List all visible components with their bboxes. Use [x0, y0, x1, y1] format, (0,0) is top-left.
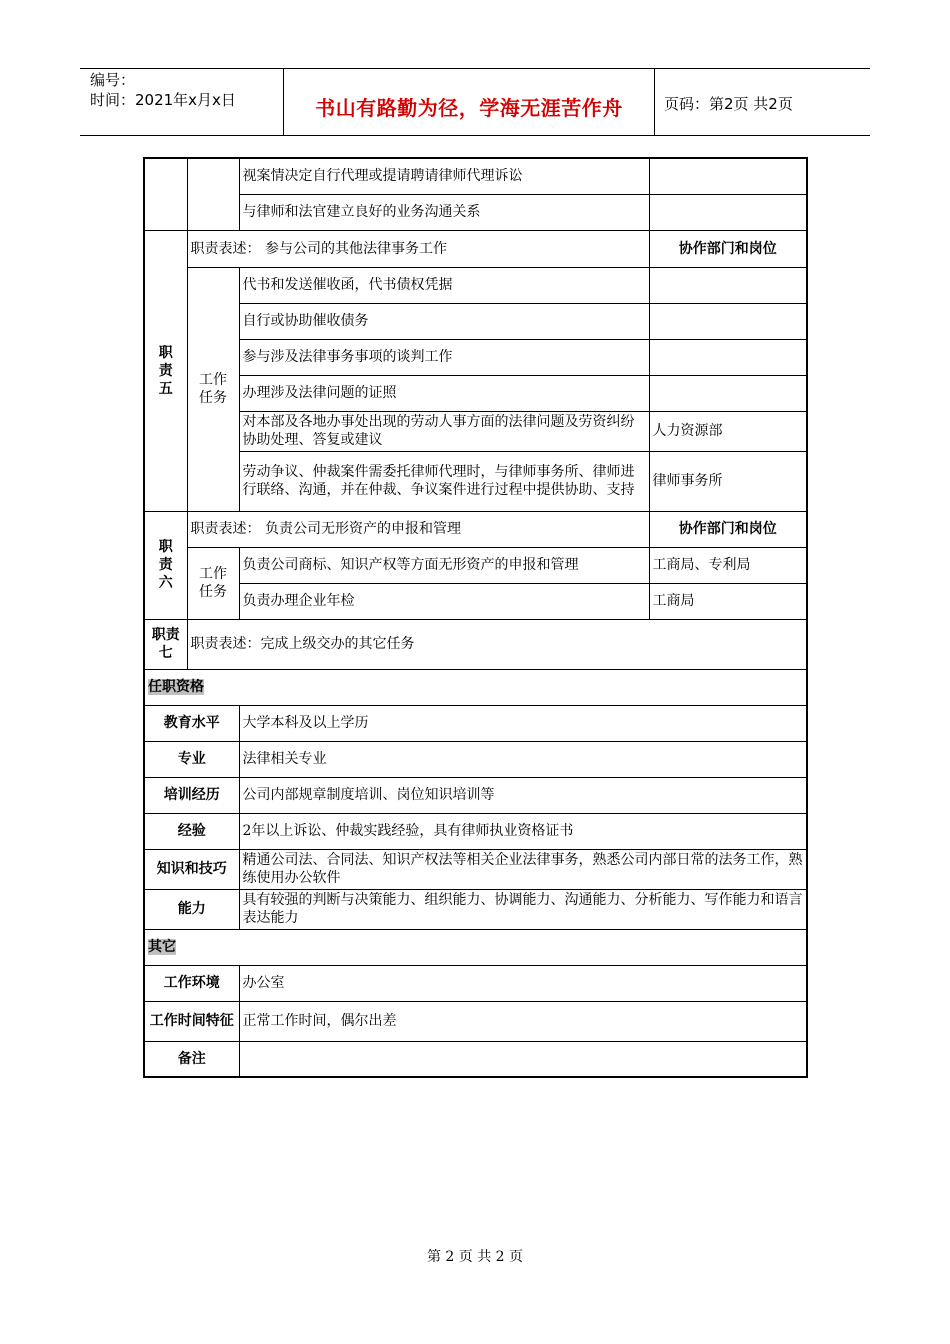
task-coop	[649, 267, 807, 303]
task-text: 自行或协助催收债务	[239, 303, 649, 339]
page-footer: 第 2 页 共 2 页	[426, 1249, 524, 1265]
task-text: 办理涉及法律问题的证照	[239, 375, 649, 411]
duty-seven-statement: 职责表述：完成上级交办的其它任务	[187, 619, 807, 669]
table-row	[144, 583, 807, 619]
section-title: 任职资格	[148, 679, 204, 695]
task-coop	[649, 158, 807, 194]
qualification-label: 专业	[144, 741, 239, 777]
qualification-label: 经验	[144, 813, 239, 849]
duty-six-task-label: 工作 任务	[187, 547, 239, 619]
header-divider-right	[654, 68, 655, 135]
table-row	[144, 777, 807, 813]
qualification-value: 公司内部规章制度培训、岗位知识培训等	[239, 777, 807, 813]
task-coop: 律师事务所	[649, 451, 807, 511]
table-row	[144, 451, 807, 511]
duty-five-coop-header: 协作部门和岗位	[649, 230, 807, 267]
qualification-value: 大学本科及以上学历	[239, 705, 807, 741]
duty-five-label: 职 责 五	[144, 230, 187, 511]
section-title: 其它	[148, 939, 176, 955]
other-label: 备注	[144, 1041, 239, 1077]
qualification-value: 2年以上诉讼、仲裁实践经验，具有律师执业资格证书	[239, 813, 807, 849]
task-coop	[649, 194, 807, 230]
header-page-info: 页码：第2页 共2页	[664, 95, 793, 113]
task-text: 劳动争议、仲裁案件需委托律师代理时，与律师事务所、律师进行联络、沟通，并在仲裁、争议案件进行过程中提供协助、支持	[239, 451, 649, 511]
qualification-value: 法律相关专业	[239, 741, 807, 777]
table-row	[144, 929, 807, 965]
job-description-table	[143, 157, 808, 1078]
duty-five-statement: 职责表述： 参与公司的其他法律事务工作	[187, 230, 649, 267]
table-row	[144, 1001, 807, 1041]
task-coop: 工商局、专利局	[649, 547, 807, 583]
table-row	[144, 1041, 807, 1077]
document-number-label: 编号：	[90, 71, 136, 89]
task-text: 负责公司商标、知识产权等方面无形资产的申报和管理	[239, 547, 649, 583]
header-top-rule	[80, 68, 870, 69]
qualification-value: 具有较强的判断与决策能力、组织能力、协调能力、沟通能力、分析能力、写作能力和语言表达能力	[239, 889, 807, 929]
duty-seven-label: 职责 七	[144, 619, 187, 669]
other-value: 办公室	[239, 965, 807, 1001]
header-bottom-rule	[80, 135, 870, 136]
task-coop: 人力资源部	[649, 411, 807, 451]
table-row	[144, 849, 807, 889]
qualification-label: 能力	[144, 889, 239, 929]
table-row	[144, 411, 807, 451]
section-qualifications	[144, 669, 807, 705]
other-label: 工作时间特征	[144, 1001, 239, 1041]
table-row	[144, 705, 807, 741]
table-row	[144, 375, 807, 411]
duty-six-statement: 职责表述： 负责公司无形资产的申报和管理	[187, 511, 649, 547]
other-value	[239, 1041, 807, 1077]
table-row	[144, 965, 807, 1001]
duty-six-label: 职 责 六	[144, 511, 187, 619]
table-row	[144, 303, 807, 339]
duty-six-coop-header: 协作部门和岗位	[649, 511, 807, 547]
task-label-prev	[187, 158, 239, 230]
table-row	[144, 813, 807, 849]
task-text: 代书和发送催收函，代书债权凭据	[239, 267, 649, 303]
other-label: 工作环境	[144, 965, 239, 1001]
table-row	[144, 230, 807, 267]
table-row	[144, 669, 807, 705]
section-other	[144, 929, 807, 965]
task-coop	[649, 303, 807, 339]
table-row	[144, 267, 807, 303]
other-value: 正常工作时间，偶尔出差	[239, 1001, 807, 1041]
table-row	[144, 158, 807, 194]
task-coop	[649, 339, 807, 375]
table-row	[144, 619, 807, 669]
task-coop: 工商局	[649, 583, 807, 619]
table-row	[144, 741, 807, 777]
task-text: 视案情决定自行代理或提请聘请律师代理诉讼	[239, 158, 649, 194]
task-text: 与律师和法官建立良好的业务沟通关系	[239, 194, 649, 230]
duty-label-prev	[144, 158, 187, 230]
qualification-label: 教育水平	[144, 705, 239, 741]
qualification-label: 培训经历	[144, 777, 239, 813]
qualification-value: 精通公司法、合同法、知识产权法等相关企业法律事务，熟悉公司内部日常的法务工作，熟练使用办公软件	[239, 849, 807, 889]
table-row	[144, 547, 807, 583]
table-row	[144, 339, 807, 375]
duty-five-task-label: 工作 任务	[187, 267, 239, 511]
task-text: 负责办理企业年检	[239, 583, 649, 619]
table-row	[144, 889, 807, 929]
task-text: 参与涉及法律事务事项的谈判工作	[239, 339, 649, 375]
task-text: 对本部及各地办事处出现的劳动人事方面的法律问题及劳资纠纷协助处理、答复或建议	[239, 411, 649, 451]
table-row	[144, 194, 807, 230]
table-row	[144, 511, 807, 547]
task-coop	[649, 375, 807, 411]
document-date: 时间：2021年x月x日	[90, 91, 236, 109]
header-motto: 书山有路勤为径，学海无涯苦作舟	[315, 96, 623, 120]
qualification-label: 知识和技巧	[144, 849, 239, 889]
